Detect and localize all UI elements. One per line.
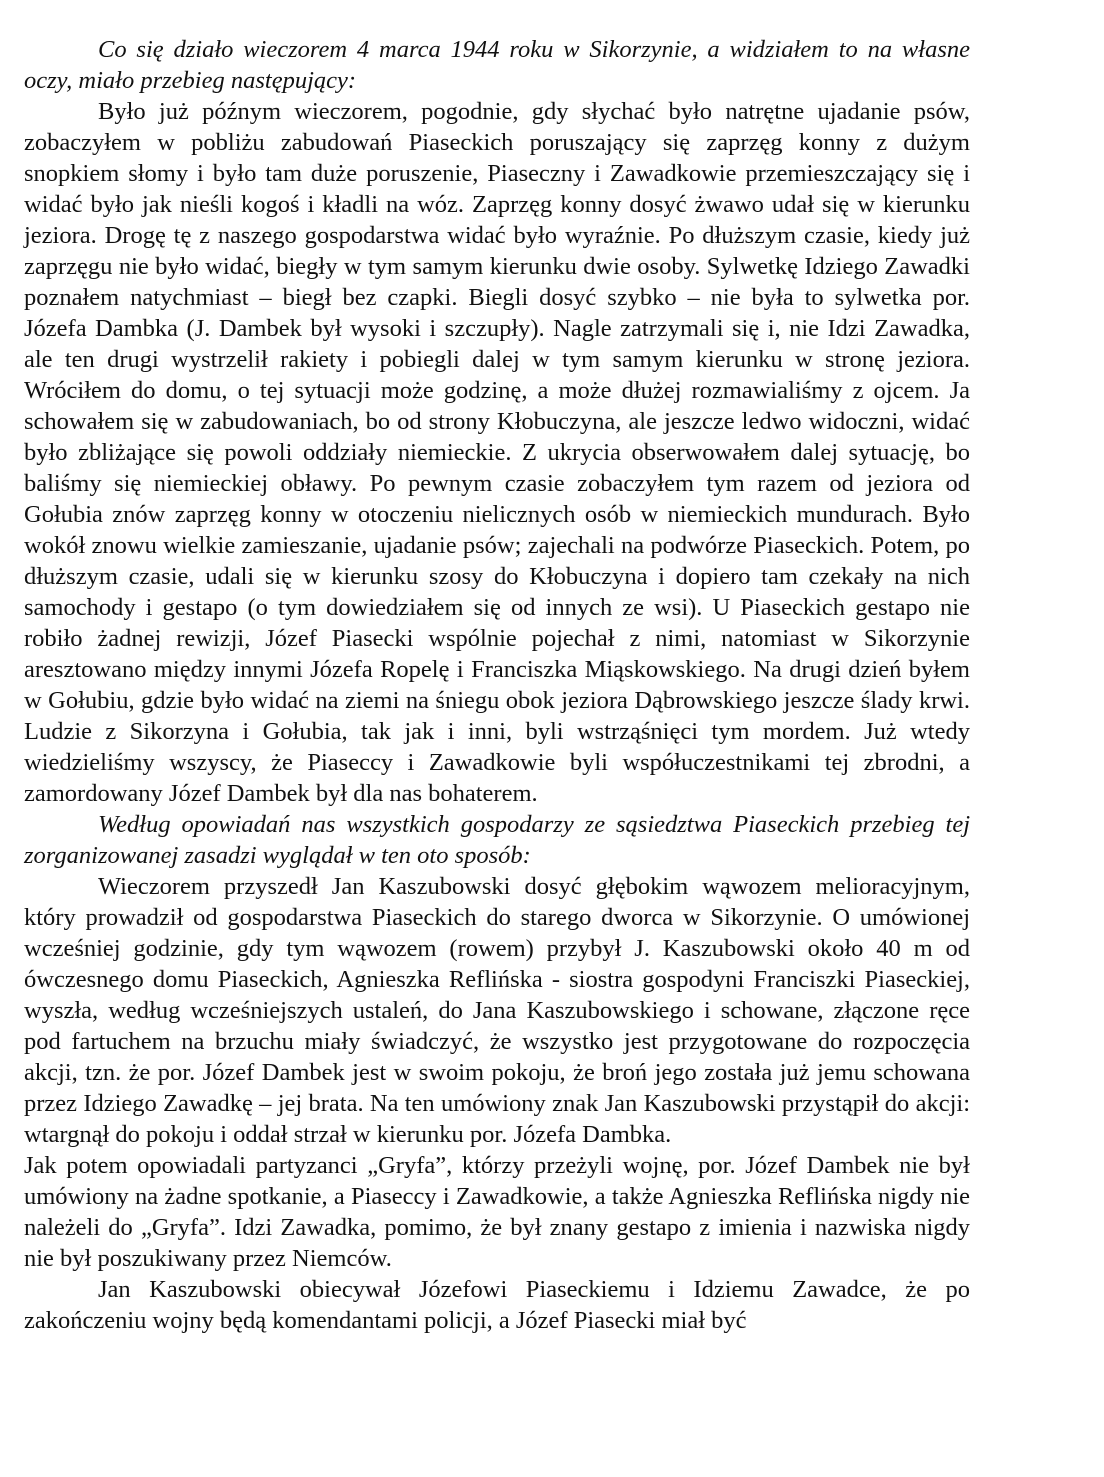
neighbors-account-heading-paragraph: Według opowiadań nas wszystkich gospodarzy ze sąsiedztwa Piaseckich przebieg tej zorganizowanej zasadzi wyglądał w ten oto sposób: [24, 811, 970, 869]
partisans-account-paragraph: Jak potem opowiadali partyzanci „Gryfa”, którzy przeżyli wojnę, por. Józef Dambek nie był umówiony na żadne spotkanie, a Piaseccy i Zawadkowie, a także Agnieszka Reflińska nigdy nie należeli do „Gryfa”. Idzi Zawadka, pomimo, że był znany gestapo z imienia i nazwiska nigdy nie był poszukiwany przez Niemców. [24, 1152, 970, 1272]
promise-paragraph: Jan Kaszubowski obiecywał Józefowi Piaseckiemu i Idziemu Zawadce, że po zakończeniu wojny będą komendantami policji, a Józef Piasecki miał być [24, 1276, 970, 1334]
eyewitness-account-paragraph: Było już późnym wieczorem, pogodnie, gdy słychać było natrętne ujadanie psów, zobaczyłem w pobliżu zabudowań Piaseckich poruszający się zaprzęg konny z dużym snopkiem słomy i było tam duże poruszenie, Piaseczny i Zawadkowie przemieszczający się i widać było jak nieśli kogoś i kładli na wóz. Zaprzęg konny dosyć żwawo udał się w kierunku jeziora. Drogę tę z naszego gospodarstwa widać było wyraźnie. Po dłuższym czasie, kiedy już zaprzęgu nie było widać, biegły w tym samym kierunku dwie osoby. Sylwetkę Idziego Zawadki poznałem natychmiast – biegł bez czapki. Biegli dosyć szybko – nie była to sylwetka por. Józefa Dambka (J. Dambek był wysoki i szczupły). Nagle zatrzymali się i, nie Idzi Zawadka, ale ten drugi wystrzelił rakiety i pobiegli dalej w tym samym kierunku w stronę jeziora. Wróciłem do domu, o tej sytuacji może godzinę, a może dłużej rozmawialiśmy z ojcem. Ja schowałem się w zabudowaniach, bo od strony Kłobuczyna, ale jeszcze ledwo widoczni, widać było zbliżające się powoli oddziały niemieckie. Z ukrycia obserwowałem dalej sytuację, bo baliśmy się niemieckiej obławy. Po pewnym czasie zobaczyłem tym razem od jeziora od Gołubia znów zaprzęg konny w otoczeniu nielicznych osób w niemieckich mundurach. Było wokół znowu wielkie zamieszanie, ujadanie psów; zajechali na podwórze Piaseckich. Potem, po dłuższym czasie, udali się w kierunku szosy do Kłobuczyna i dopiero tam czekały na nich samochody i gestapo (o tym dowiedziałem się od innych ze wsi). U Piaseckich gestapo nie robiło żadnej rewizji, Józef Piasecki wspólnie pojechał z nimi, natomiast w Sikorzynie aresztowano między innymi Józefa Ropelę i Franciszka Miąskowskiego. Na drugi dzień byłem w Gołubiu, gdzie było widać na ziemi na śniegu obok jeziora Dąbrowskiego jeszcze ślady krwi. Ludzie z Sikorzyna i Gołubia, tak jak i inni, byli wstrząśnięci tym mordem. Już wtedy wiedzieliśmy wszyscy, że Piaseccy i Zawadkowie byli współuczestnikami tej zbrodni, a zamordowany Józef Dambek był dla nas bohaterem. [24, 98, 970, 807]
ambush-description-paragraph: Wieczorem przyszedł Jan Kaszubowski dosyć głębokim wąwozem melioracyjnym, który prowadził od gospodarstwa Piaseckich do starego dworca w Sikorzynie. O umówionej wcześniej godzinie, gdy tym wąwozem (rowem) przybył J. Kaszubowski około 40 m od ówczesnego domu Piaseckich, Agnieszka Reflińska - siostra gospodyni Franciszki Piaseckiej, wyszła, według wcześniejszych ustaleń, do Jana Kaszubowskiego i schowane, złączone ręce pod fartuchem na brzuchu miały świadczyć, że wszystko jest przygotowane do rozpoczęcia akcji, tzn. że por. Józef Dambek jest w swoim pokoju, że broń jego została już jemu schowana przez Idziego Zawadkę – jej brata. Na ten umówiony znak Jan Kaszubowski przystąpił do akcji: wtargnął do pokoju i oddał strzał w kierunku por. Józefa Dambka. [24, 873, 970, 1148]
intro-heading-paragraph: Co się działo wieczorem 4 marca 1944 roku w Sikorzynie, a widziałem to na własne oczy, miało przebieg następujący: [24, 36, 970, 94]
document-page [24, 34, 970, 1336]
